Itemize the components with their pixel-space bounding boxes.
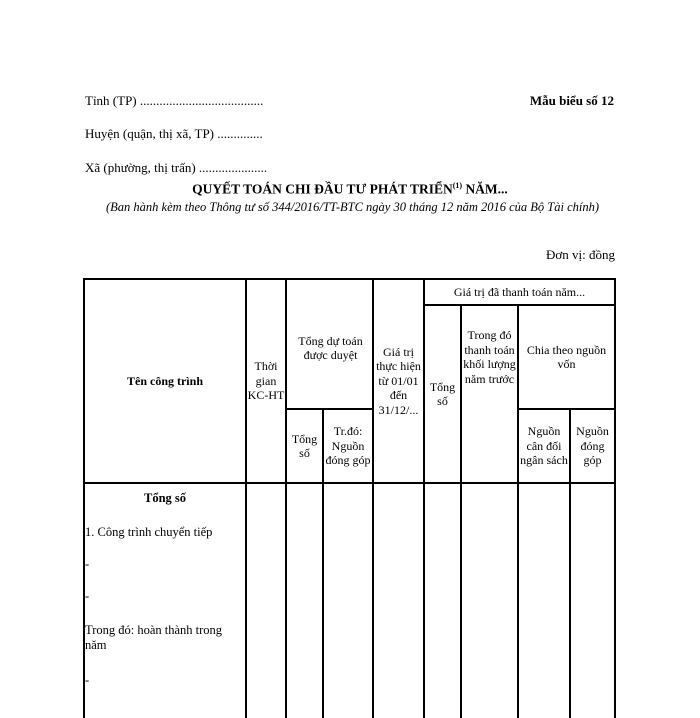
title-main: QUYẾT TOÁN CHI ĐẦU TƯ PHÁT TRIỂN	[192, 181, 453, 197]
header-paid-prev-year: Trong đó thanh toán khối lượng năm trước	[463, 328, 516, 386]
commune-line: Xã (phường, thị trấn) .....................	[85, 160, 268, 175]
table-border-right	[614, 278, 616, 718]
row-dash: -	[85, 557, 90, 571]
title-suffix: NĂM...	[462, 181, 508, 197]
province-line: Tỉnh (TP) ......................................	[85, 93, 264, 108]
header-gia-tri-thanh-toan: Giá trị đã thanh toán năm...	[453, 284, 586, 299]
header-thoi-gian: Thời gian KC-HT	[247, 359, 285, 403]
title-footnote: (1)	[452, 181, 463, 190]
document-title	[0, 181, 700, 198]
header-cong-trinh: Tên công trình	[126, 373, 203, 388]
document-subtitle: (Ban hành kèm theo Thông tư số 344/2016/TT-BTC ngày 30 tháng 12 năm 2016 của Bộ Tài chính)	[105, 200, 600, 214]
form-number: Mẫu biểu số 12	[529, 93, 614, 108]
header-bottom-line	[83, 482, 616, 484]
district-line: Huyện (quận, thị xã, TP) ..............	[85, 126, 263, 141]
header-gia-tri-thuc-hien: Giá trị thực hiện từ 01/01 đến 31/12/...	[376, 344, 421, 417]
row-hoan-thanh: Trong đó: hoàn thành trong năm	[85, 623, 223, 652]
header-tong-du-toan: Tổng dự toán được duyệt	[298, 333, 363, 362]
header-nguon-ngan-sach: Nguồn cân đối ngân sách	[520, 424, 568, 468]
header-budget-total: Tổng số	[291, 431, 318, 460]
row-tong-so: Tổng số	[143, 491, 187, 505]
header-nguon-dong-gop: Nguồn đóng góp	[576, 424, 609, 468]
header-chia-nguon-von: Chia theo nguồn vốn	[526, 342, 607, 371]
header-paid-total: Tổng số	[429, 379, 456, 408]
row-cong-trinh-chuyen-tiep: 1. Công trình chuyển tiếp	[85, 525, 213, 539]
header-budget-contrib: Tr.đó: Nguồn đóng góp	[325, 424, 371, 468]
unit-label: Đơn vị: đồng	[546, 247, 615, 262]
row-dash: -	[85, 673, 90, 687]
col-divider	[285, 278, 287, 718]
row-dash: -	[85, 589, 90, 603]
settlement-table	[83, 278, 616, 718]
